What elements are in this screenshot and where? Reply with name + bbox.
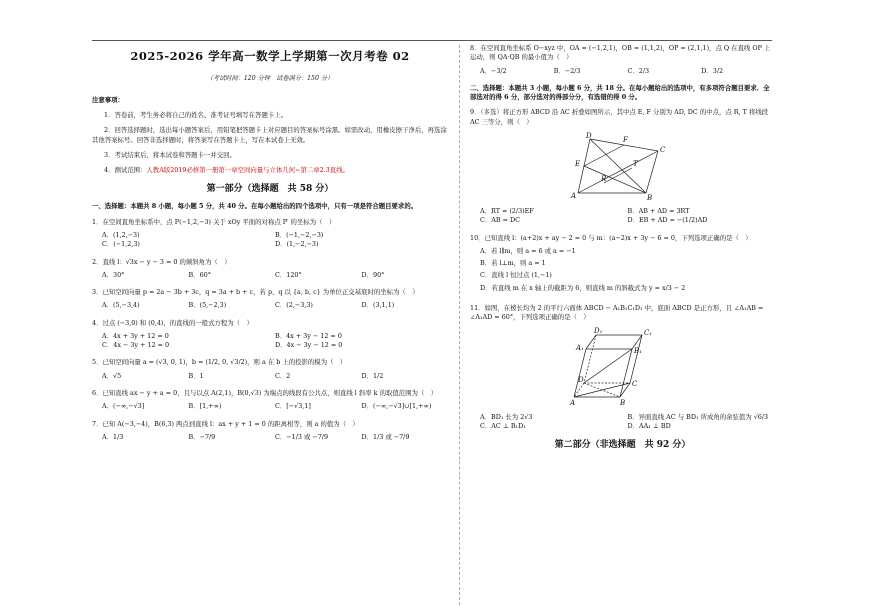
label-a1: A₁ xyxy=(575,343,584,352)
exam-meta: （考试时间：120 分钟 试卷满分：150 分） xyxy=(206,74,334,82)
q2-option-d: D．90° xyxy=(361,270,385,279)
q7-option-a: A．1/3 xyxy=(102,432,124,441)
q8-options xyxy=(480,67,775,76)
q9-option-d: D．EB + AD = −(1/2)AD xyxy=(627,216,708,225)
q7-option-b: B．−7/9 xyxy=(188,432,216,441)
q10-option-d: D．若直线 m 在 x 轴上的截距为 6，则直线 m 的斜截式为 y = x/3 − 2 xyxy=(480,283,686,292)
label-b1: B₁ xyxy=(633,346,642,355)
q4-option-b: B．4x + 3y − 12 = 0 xyxy=(275,331,342,340)
exam-title: 2025-2026 学年高一数学上学期第一次月考卷 02 xyxy=(130,49,410,63)
note-1: 1．答卷前，考生务必将自己的姓名、准考证号填写在答题卡上。 xyxy=(104,110,288,119)
q3-option-d: D．(3,1,1) xyxy=(361,301,395,310)
q9-options xyxy=(480,207,775,226)
question-4: 4．过点 (−3,0) 和 (0,4)，的直线的一般式方程为（ ） xyxy=(92,318,253,327)
q7-options xyxy=(102,433,448,442)
question-8: 8．在空间直角坐标系 O−xyz 中，OA = (−1,2,1)，OB = (1,1,2)，OP = (2,1,1)，点 Q 在直线 OP 上运动，则 QA·QB 的最小值为（ ） xyxy=(470,44,771,62)
q11-option-a: A．BD₁ 长为 2√3 xyxy=(480,412,533,421)
q3-options xyxy=(102,301,448,310)
label-b: B xyxy=(646,193,652,201)
note-4 xyxy=(92,166,448,175)
q1-option-d: D．(1,−2,−3) xyxy=(275,240,319,249)
q6-option-a: A．(−∞,−√3] xyxy=(102,402,145,411)
q5-option-a: A．√5 xyxy=(102,371,122,380)
top-rule xyxy=(92,40,772,41)
q3-option-a: A．(5,−3,4) xyxy=(102,301,140,310)
note-4-prefix: 4．测试范围： xyxy=(104,166,147,175)
column-divider xyxy=(459,45,460,605)
question-2: 2．直线 l：√3x − y − 3 = 0 的倾斜角为（ ） xyxy=(92,257,231,266)
test-scope: 人教A版2019必修第一册第一章空间向量与立体几何~第二章2.3直线。 xyxy=(146,166,349,175)
q11-options xyxy=(480,413,775,432)
label-f: F xyxy=(622,135,628,144)
question-11: 11．如图，在棱长均为 2 的平行六面体 ABCD − A₁B₁C₁D₁ 中，底面 ABCD 是正方形，且 ∠A₁AB = ∠A₁AD = 60°，下列选项正确的是（ ） xyxy=(470,303,764,322)
part-1-title: 第一部分（选择题 共 58 分） xyxy=(206,184,334,195)
label-d: D xyxy=(585,131,592,140)
q1-option-a: A．(1,2,−3) xyxy=(102,230,140,239)
q1-option-b: B．(−1,−2,−3) xyxy=(275,230,324,239)
label-a: A xyxy=(569,398,575,407)
q7-option-d: D．1/3 或 −7/9 xyxy=(361,432,410,441)
label-r: R xyxy=(600,174,606,183)
question-1: 1．在空间直角坐标系中，点 P(−1,2,−3) 关于 xOy 平面的对称点 P′ 的坐标为（ ） xyxy=(92,217,336,226)
q11-option-d: D．AA₁ ⊥ BD xyxy=(627,421,671,430)
part-2-title: 第二部分（非选择题 共 92 分） xyxy=(554,440,691,451)
q2-option-a: A．30° xyxy=(102,270,125,279)
section-1-instructions: 一、选择题：本题共 8 小题，每小题 5 分，共 40 分。在每小题给出的四个选项中，只有一项是符合题目要求的。 xyxy=(92,202,418,211)
right-column xyxy=(470,44,775,458)
q4-options xyxy=(102,332,448,351)
q5-options xyxy=(102,372,448,381)
q10-option-b: B．若 l⊥m，则 a = 1 xyxy=(480,259,546,268)
parallelepiped-figure xyxy=(568,327,678,407)
q2-option-c: C．120° xyxy=(275,270,302,279)
q4-option-c: C．4x − 3y + 12 = 0 xyxy=(102,341,170,350)
q9-option-a: A．RT = (2/3)EF xyxy=(480,206,534,215)
question-7: 7．已知 A(−3,−4)，B(6,3) 两点到直线 l：ax + y + 1 = 0 的距离相等，则 a 的值为（ ） xyxy=(92,419,359,428)
left-questions xyxy=(92,218,448,443)
label-d1: D₁ xyxy=(593,326,602,335)
q8-option-a: A．−3/2 xyxy=(480,66,507,75)
label-a: A xyxy=(570,191,576,200)
q9-option-c: C．AB = DC xyxy=(480,216,521,225)
q4-option-a: A．4x + 3y + 12 = 0 xyxy=(102,331,169,340)
label-d: D xyxy=(577,375,584,384)
note-2: 2．回答选择题时，选出每小题答案后，用铅笔把答题卡上对应题目的答案标号涂黑。如需改动，用橡皮擦干净后，再选涂其他答案标号。回答非选择题时，将答案写在答题卡上，写在本试卷上无效。 xyxy=(92,126,447,144)
folded-square-figure xyxy=(568,131,678,201)
note-3: 3．考试结束后，将本试卷和答题卡一并交回。 xyxy=(104,150,236,159)
left-column xyxy=(92,44,448,450)
q11-option-c: C．AC ⊥ B₁D₁ xyxy=(480,421,526,430)
q6-option-c: C．[−√3,1] xyxy=(275,402,311,411)
question-6: 6．已知直线 ax − y + a = 0，且与以点 A(2,1)，B(0,√3) 为端点的线段有公共点，则直线 l 斜率 k 的取值范围为（ ） xyxy=(92,389,438,398)
question-3: 3．已知空间向量 p = 2a − 3b + 3c，q = 3a + b + c，若 p、q 以 {a, b, c} 为单位正交基底时的坐标为（ ） xyxy=(92,288,419,297)
q6-option-b: B．[1,+∞) xyxy=(188,402,222,411)
q11-option-b: B．异面直线 AC 与 BD₁ 所成角的余弦值为 √6/3 xyxy=(627,412,769,421)
q10-options xyxy=(480,247,775,296)
q1-options xyxy=(102,231,448,250)
q3-option-c: C．(2,−3,3) xyxy=(275,301,313,310)
label-e: E xyxy=(574,159,580,168)
label-c1: C₁ xyxy=(643,328,652,337)
notes-heading: 注意事项： xyxy=(92,95,124,104)
q6-option-d: D．(−∞,−√3]∪[1,+∞) xyxy=(361,402,432,411)
question-5: 5．已知空间向量 a = (√3, 0, 1)，b = (1/2, 0, √3/2)，则 a 在 b 上的投影的模为（ ） xyxy=(92,358,347,367)
q3-option-b: B．(5,−2,3) xyxy=(188,301,227,310)
q5-option-c: C．2 xyxy=(275,371,291,380)
q10-option-a: A．若 l∥m，则 a = 6 或 a = −1 xyxy=(480,246,576,255)
label-t: T xyxy=(632,159,638,168)
q6-options xyxy=(102,402,448,411)
q5-option-b: B．1 xyxy=(188,371,204,380)
q1-option-c: C．(−1,2,3) xyxy=(102,240,140,249)
label-c: C xyxy=(631,379,637,388)
label-c: C xyxy=(659,145,665,154)
q2-options xyxy=(102,271,448,280)
q8-option-c: C．2/3 xyxy=(627,66,650,75)
q2-option-b: B．60° xyxy=(188,270,211,279)
q8-option-d: D．3/2 xyxy=(701,66,724,75)
q8-option-b: B．−2/3 xyxy=(553,66,581,75)
section-2-instructions: 二、选择题：本题共 3 小题，每小题 6 分，共 18 分。在每小题给出的选项中，有多项符合题目要求．全部选对的得 6 分，部分选对的得部分分，有选错的得 0 分。 xyxy=(470,83,770,102)
label-b: B xyxy=(619,398,625,407)
q10-option-c: C．直线 l 恒过点 (1,−1) xyxy=(480,271,552,280)
question-10: 10．已知直线 l：(a+2)x + ay − 2 = 0 与 m：(a−2)x + 3y − 6 = 0，下列选项正确的是（ ） xyxy=(470,233,752,242)
q7-option-c: C．−1/3 或 −7/9 xyxy=(275,432,329,441)
q5-option-d: D．1/2 xyxy=(361,371,384,380)
q9-option-b: B．AB + AD = 3RT xyxy=(627,206,690,215)
q4-option-d: D．4x − 3y − 12 = 0 xyxy=(275,341,343,350)
question-9: 9．（多选）将正方形 ABCD 沿 AC 折叠如图所示，其中点 E, F 分别为 AD, DC 的中点，点 R, T 将线段 AC 三等分，则（ ） xyxy=(470,108,769,126)
